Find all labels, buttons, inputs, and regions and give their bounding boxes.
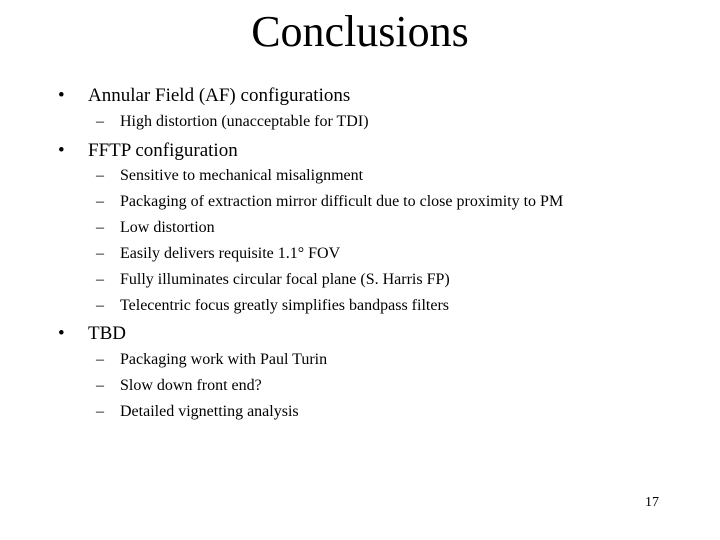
dash-marker: – xyxy=(96,403,104,420)
bullet-text: Annular Field (AF) configurations xyxy=(88,85,351,106)
sub-bullet-text: High distortion (unacceptable for TDI) xyxy=(120,113,369,130)
dash-marker: – xyxy=(96,219,104,236)
sub-bullet-text: Sensitive to mechanical misalignment xyxy=(120,167,364,184)
sub-bullet xyxy=(96,402,299,422)
sub-bullet xyxy=(96,270,450,290)
dash-marker: – xyxy=(96,167,104,184)
sub-bullet-text: Slow down front end? xyxy=(120,377,262,394)
dash-marker: – xyxy=(96,297,104,314)
sub-bullet-text: Telecentric focus greatly simplifies bandpass filters xyxy=(120,297,449,314)
sub-bullet-text: Detailed vignetting analysis xyxy=(120,403,299,420)
sub-bullet xyxy=(96,166,363,186)
bullet-marker: • xyxy=(58,140,65,161)
sub-bullet xyxy=(96,112,369,132)
sub-bullet xyxy=(96,296,449,316)
sub-bullet-text: Packaging of extraction mirror difficult due to close proximity to PM xyxy=(120,193,564,210)
dash-marker: – xyxy=(96,113,104,130)
sub-bullet-text: Fully illuminates circular focal plane (S. Harris FP) xyxy=(120,271,450,288)
sub-bullet xyxy=(96,192,563,212)
sub-bullet-text: Packaging work with Paul Turin xyxy=(120,351,328,368)
bullet-fftp-configuration xyxy=(58,139,238,163)
sub-bullet xyxy=(96,350,327,370)
sub-bullet xyxy=(96,376,262,396)
bullet-tbd xyxy=(58,322,126,346)
dash-marker: – xyxy=(96,377,104,394)
dash-marker: – xyxy=(96,245,104,262)
dash-marker: – xyxy=(96,271,104,288)
bullet-text: TBD xyxy=(88,323,126,344)
bullet-annular-field xyxy=(58,84,350,108)
sub-bullet xyxy=(96,244,340,264)
bullet-marker: • xyxy=(58,323,65,344)
slide-title: Conclusions xyxy=(251,7,469,56)
dash-marker: – xyxy=(96,193,104,210)
sub-bullet xyxy=(96,218,215,238)
sub-bullet-text: Easily delivers requisite 1.1° FOV xyxy=(120,245,341,262)
page-number: 17 xyxy=(645,495,659,510)
bullet-marker: • xyxy=(58,85,65,106)
dash-marker: – xyxy=(96,351,104,368)
sub-bullet-text: Low distortion xyxy=(120,219,215,236)
bullet-text: FFTP configuration xyxy=(88,140,238,161)
